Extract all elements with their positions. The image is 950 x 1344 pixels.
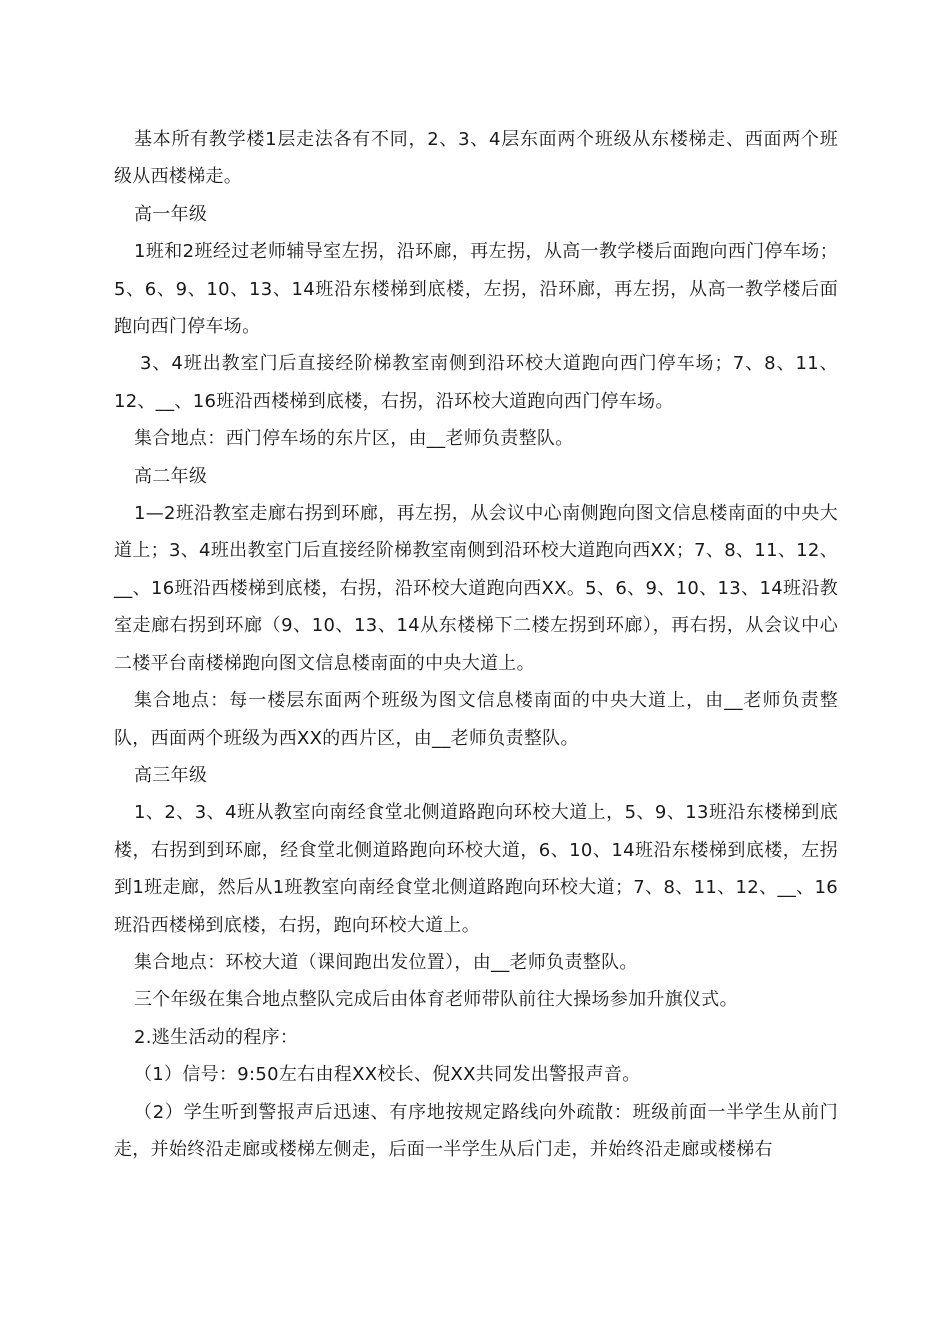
- heading-grade-2: 高二年级: [134, 465, 208, 487]
- paragraph-grade-2-route: 1—2班沿教室走廊右拐到环廊，再左拐，从会议中心南侧跑向图文信息楼南面的中央大道上；3、4班出教室门后直接经阶梯教室南侧到沿环校大道跑向西XX；7、8、11、12、__、16班沿西楼梯到底楼，右拐，沿环校大道跑向西XX。5、6、9、10、13、14班沿教室走廊右拐到环廊（9、10、13、14从东楼梯下二楼左拐到环廊），再右拐，从会议中心二楼平台南楼梯跑向图文信息楼南面的中央大道上。: [114, 503, 838, 674]
- paragraph-grade-1-route-b: 3、4班出教室门后直接经阶梯教室南侧到沿环校大道跑向西门停车场；7、8、11、12、__、16班沿西楼梯到底楼，右拐，沿环校大道跑向西门停车场。: [114, 353, 838, 412]
- paragraph-step-2: （2）学生听到警报声后迅速、有序地按规定路线向外疏散：班级前面一半学生从前门走，并始终沿走廊或楼梯左侧走，后面一半学生从后门走，并始终沿走廊或楼梯右: [114, 1101, 838, 1160]
- paragraph-flag-ceremony: 三个年级在集合地点整队完成后由体育老师带队前往大操场参加升旗仪式。: [134, 989, 738, 1011]
- paragraph-grade-3-assembly: 集合地点：环校大道（课间跑出发位置），由__老师负责整队。: [134, 951, 638, 973]
- paragraph-grade-1-route-a: 1班和2班经过老师辅导室左拐，沿环廊，再左拐，从高一教学楼后面跑向西门停车场；5、6、9、10、13、14班沿东楼梯到底楼，左拐，沿环廊，再左拐，从高一教学楼后面跑向西门停车场。: [114, 241, 838, 338]
- document-body: [114, 121, 838, 1168]
- paragraph-intro: 基本所有教学楼1层走法各有不同，2、3、4层东面两个班级从东楼梯走、西面两个班级从西楼梯走。: [114, 129, 838, 188]
- heading-procedure: 2.逃生活动的程序：: [134, 1026, 299, 1048]
- paragraph-grade-2-assembly: 集合地点：每一楼层东面两个班级为图文信息楼南面的中央大道上，由__老师负责整队，西面两个班级为西XX的西片区，由__老师负责整队。: [114, 690, 838, 749]
- paragraph-grade-1-assembly: 集合地点：西门停车场的东片区，由__老师负责整队。: [134, 428, 574, 450]
- heading-grade-1: 高一年级: [134, 203, 208, 225]
- heading-grade-3: 高三年级: [134, 764, 208, 786]
- paragraph-grade-3-route: 1、2、3、4班从教室向南经食堂北侧道路跑向环校大道上，5、9、13班沿东楼梯到底楼，右拐到到环廊，经食堂北侧道路跑向环校大道，6、10、14班沿东楼梯到底楼，左拐到1班走廊，然后从1班教室向南经食堂北侧道路跑向环校大道；7、8、11、12、__、16班沿西楼梯到底楼，右拐，跑向环校大道上。: [114, 802, 838, 936]
- paragraph-step-1: （1）信号：9:50左右由程XX校长、倪XX共同发出警报声音。: [134, 1064, 641, 1086]
